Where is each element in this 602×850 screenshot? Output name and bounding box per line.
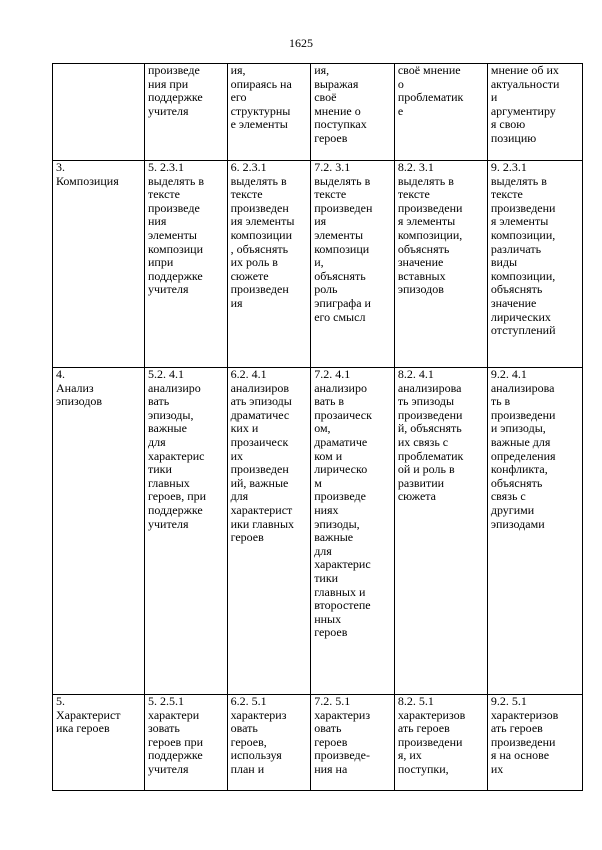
objective-text: выделять в тексте произведе ния элементы композици ипри поддержке учителя bbox=[147, 173, 205, 297]
grade-6-cell bbox=[227, 368, 311, 695]
grade-5-cell bbox=[144, 64, 227, 161]
objective-code: 6.2. 4.1 bbox=[230, 367, 267, 381]
topic-cell bbox=[53, 161, 145, 368]
table-row bbox=[53, 695, 583, 791]
table-row bbox=[53, 368, 583, 695]
grade-7-cell bbox=[311, 695, 395, 791]
topic-number: 5. bbox=[56, 694, 65, 708]
objective-text: мнение об их актуальности и аргументиру я свою позицию bbox=[490, 63, 560, 145]
grade-6-cell bbox=[227, 161, 311, 368]
objective-text: своё мнение о проблематик е bbox=[397, 63, 464, 118]
grade-9-cell bbox=[487, 368, 582, 695]
objective-code: 6. 2.3.1 bbox=[230, 160, 267, 174]
topic-label: Композиция bbox=[56, 173, 119, 188]
objective-text: анализиров ать эпизоды драматичес ких и прозаическ их произведен ий, важные для характерист ики главных героев bbox=[230, 380, 295, 545]
grade-5-cell bbox=[144, 368, 227, 695]
objective-code: 7.2. 3.1 bbox=[314, 160, 351, 174]
objective-code: 6.2. 5.1 bbox=[230, 694, 267, 708]
grade-6-cell bbox=[227, 64, 311, 161]
objective-text: выделять в тексте произведен ия элементы композиции , объяснять их роль в сюжете произведен ия bbox=[230, 173, 295, 310]
objective-text: характеризов ать героев произведени я на основе их bbox=[490, 707, 559, 776]
objective-text: произведе ния при поддержке учителя bbox=[147, 63, 203, 118]
topic-label: Анализ эпизодов bbox=[56, 380, 103, 409]
objective-code: 7.2. 4.1 bbox=[314, 367, 351, 381]
objective-text: анализирова ть в произведени и эпизоды, важные для определения конфликта, объяснять связь с другими эпизодами bbox=[490, 380, 556, 531]
topic-cell bbox=[53, 695, 145, 791]
grade-7-cell bbox=[311, 368, 395, 695]
grade-7-cell bbox=[311, 64, 395, 161]
objective-text: ия, опираясь на его структурны е элементы bbox=[230, 63, 292, 132]
objective-code: 9.2. 4.1 bbox=[490, 367, 527, 381]
grade-8-cell bbox=[394, 368, 487, 695]
topic-cell bbox=[53, 368, 145, 695]
objective-code: 8.2. 3.1 bbox=[397, 160, 434, 174]
objective-text: характериз овать героев, используя план и bbox=[230, 707, 287, 776]
topic-label: Характерист ика героев bbox=[56, 707, 121, 736]
grade-8-cell bbox=[394, 64, 487, 161]
objective-code: 9.2. 5.1 bbox=[490, 694, 527, 708]
objective-code: 5.2. 4.1 bbox=[147, 367, 184, 381]
table-row bbox=[53, 64, 583, 161]
objective-text: характеризов ать героев произведени я, их поступки, bbox=[397, 707, 466, 776]
topic-number: 4. bbox=[56, 367, 65, 381]
grade-7-cell bbox=[311, 161, 395, 368]
grade-8-cell bbox=[394, 161, 487, 368]
objective-code: 5. 2.3.1 bbox=[147, 160, 184, 174]
grade-5-cell bbox=[144, 161, 227, 368]
objective-code: 8.2. 4.1 bbox=[397, 367, 434, 381]
objective-text: анализиро вать эпизоды, важные для характерис тики главных героев, при поддержке учителя bbox=[147, 380, 207, 531]
objective-text: анализирова ть эпизоды произведени й, объяснять их связь с проблематик ой и роль в развитии сюжета bbox=[397, 380, 464, 504]
objective-code: 7.2. 5.1 bbox=[314, 694, 351, 708]
objective-code: 9. 2.3.1 bbox=[490, 160, 527, 174]
objective-text: выделять в тексте произведени я элементы композиции, различать виды композиции, объяснять значение лирических отступлений bbox=[490, 173, 556, 338]
table-row bbox=[53, 161, 583, 368]
objective-text: ия, выражая своё мнение о поступках героев bbox=[314, 63, 367, 145]
grade-5-cell bbox=[144, 695, 227, 791]
objective-text: характериз овать героев произведе- ния на bbox=[314, 707, 371, 776]
objective-text: выделять в тексте произведени я элементы композиции, объяснять значение вставных эпизодов bbox=[397, 173, 463, 297]
objective-code: 8.2. 5.1 bbox=[397, 694, 434, 708]
topic-cell bbox=[53, 64, 145, 161]
topic-number: 3. bbox=[56, 160, 65, 174]
curriculum-table bbox=[52, 63, 583, 791]
grade-9-cell bbox=[487, 161, 582, 368]
objective-code: 5. 2.5.1 bbox=[147, 694, 184, 708]
objective-text: характери зовать героев при поддержке учителя bbox=[147, 707, 204, 776]
grade-9-cell bbox=[487, 64, 582, 161]
grade-6-cell bbox=[227, 695, 311, 791]
objective-text: анализиро вать в прозаическ ом, драматиче ком и лирическо м произведе ниях эпизоды, важные для характерис тики главных и второстепе нных героев bbox=[314, 380, 372, 640]
objective-text: выделять в тексте произведен ия элементы композици и, объяснять роль эпиграфа и его смысл bbox=[314, 173, 373, 324]
page-number: 1625 bbox=[289, 36, 313, 50]
grade-8-cell bbox=[394, 695, 487, 791]
grade-9-cell bbox=[487, 695, 582, 791]
